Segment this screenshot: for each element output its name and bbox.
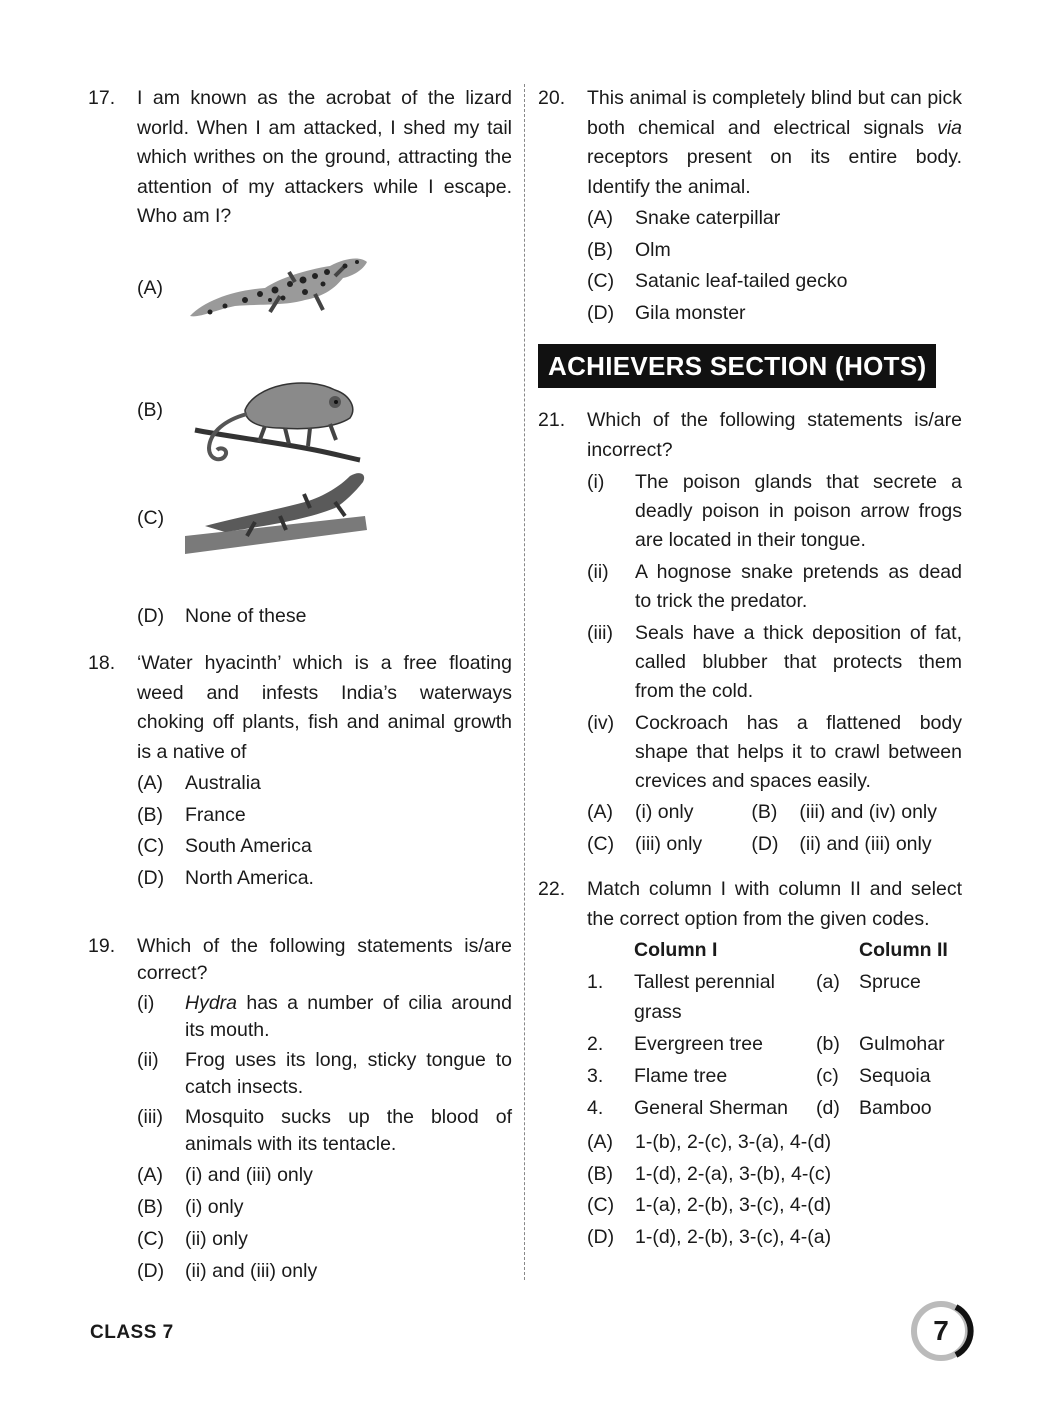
monitor-lizard-image (185, 466, 370, 558)
question-text: This animal is completely blind but can pick both chemical and electrical signals (587, 87, 962, 139)
question-text: Which of the following statements is/are incorrect? (587, 409, 962, 461)
question-number: 22. (538, 878, 566, 900)
statement-iv (587, 709, 962, 796)
question-number: 19. (88, 935, 116, 957)
row-column-1: Tallest perennial grass (634, 971, 775, 1023)
leopard-gecko-image (185, 248, 375, 328)
class-label: CLASS 7 (90, 1322, 174, 1343)
option-a[interactable] (137, 769, 512, 799)
option-d[interactable] (587, 299, 962, 329)
option-text: Australia (185, 772, 261, 794)
statement-label: (i) (137, 992, 155, 1014)
statement-text: has a number of cilia around its mouth. (185, 992, 512, 1041)
option-label: (B) (137, 398, 163, 421)
question-number: 17. (88, 87, 116, 109)
option-c[interactable] (137, 832, 512, 862)
option-a[interactable] (137, 1160, 512, 1190)
option-label: (A) (137, 276, 163, 299)
question-text-end: receptors present on its entire body. Identify the animal. (587, 146, 962, 198)
chameleon-image (185, 370, 365, 470)
option-b[interactable] (137, 1192, 512, 1222)
column-divider (524, 84, 525, 1280)
row-column-2: Spruce (859, 971, 921, 993)
question-text-italic: via (937, 116, 962, 139)
option-label: (B) (751, 801, 778, 823)
option-a[interactable] (587, 1128, 962, 1158)
statement-label: (i) (587, 471, 605, 493)
option-text: (iii) and (iv) only (799, 801, 938, 823)
statement-text: Frog uses its long, sticky tongue to catch insects. (185, 1049, 512, 1098)
row-letter: (c) (816, 1065, 839, 1087)
option-label: (A) (137, 1164, 163, 1186)
match-row (587, 1030, 962, 1062)
option-label: (D) (587, 1225, 615, 1248)
option-label: (B) (137, 1196, 163, 1218)
question-text: I am known as the acrobat of the lizard world. When I am attacked, I shed my tail which writhes on the ground, attracting the attention of my attackers while I escape. Who am I? (137, 87, 512, 227)
option-text: 1-(b), 2-(c), 3-(a), 4-(d) (635, 1131, 832, 1153)
option-label: (A) (137, 772, 163, 794)
question-21 (538, 406, 962, 859)
option-text: Olm (635, 238, 671, 261)
match-row (587, 1094, 962, 1126)
question-number: 21. (538, 409, 566, 431)
statement-italic: Hydra (185, 992, 238, 1014)
option-c[interactable] (587, 830, 751, 860)
option-label: (D) (587, 301, 615, 324)
statement-ii (587, 558, 962, 616)
section-title: ACHIEVERS SECTION (HOTS) (538, 344, 936, 388)
option-label: (B) (587, 1162, 613, 1185)
match-header (587, 936, 962, 968)
option-label: (D) (751, 832, 779, 855)
statement-text: Mosquito sucks up the blood of animals with its tentacle. (185, 1106, 512, 1155)
question-text: Which of the following statements is/are correct? (137, 935, 512, 984)
option-c[interactable] (587, 267, 962, 297)
option-d[interactable] (587, 1223, 962, 1253)
option-label: (D) (137, 866, 165, 889)
column-2-heading: Column II (859, 939, 948, 961)
option-text: France (185, 803, 246, 826)
match-row (587, 968, 962, 1030)
option-label: (A) (587, 207, 613, 229)
option-b[interactable] (137, 376, 512, 476)
option-label: (C) (137, 1228, 165, 1250)
option-text: (ii) only (185, 1228, 248, 1250)
option-c[interactable] (587, 1191, 962, 1221)
option-d[interactable] (751, 830, 962, 860)
question-18 (88, 649, 512, 893)
option-text: North America. (185, 866, 314, 889)
option-a[interactable] (137, 262, 512, 358)
option-text: 1-(a), 2-(b), 3-(c), 4-(d) (635, 1194, 832, 1216)
option-text: Gila monster (635, 301, 746, 324)
statement-text: Seals have a thick deposition of fat, called blubber that protects them from the cold. (635, 622, 962, 702)
row-column-2: Gulmohar (859, 1033, 945, 1055)
right-column (538, 84, 962, 1252)
statement-label: (iii) (587, 622, 613, 644)
option-text: None of these (185, 604, 307, 627)
row-column-1: Evergreen tree (634, 1033, 763, 1055)
option-text: 1-(d), 2-(a), 3-(b), 4-(c) (635, 1162, 832, 1185)
statement-label: (iv) (587, 712, 615, 734)
page-number: 7 (933, 1315, 949, 1346)
statement-iii (137, 1104, 512, 1158)
row-letter: (d) (816, 1097, 840, 1119)
statement-text: Cockroach has a flattened body shape that helps it to crawl between crevices and spaces easily. (635, 712, 962, 792)
question-17 (88, 84, 512, 631)
statement-i (587, 468, 962, 555)
row-letter: (a) (816, 971, 840, 993)
option-label: (A) (587, 1131, 613, 1153)
column-1-heading: Column I (634, 939, 718, 961)
option-d[interactable] (137, 864, 512, 894)
option-b[interactable] (137, 801, 512, 831)
option-label: (C) (587, 1194, 615, 1216)
statement-ii (137, 1047, 512, 1101)
option-b[interactable] (587, 236, 962, 266)
question-number: 18. (88, 652, 116, 674)
question-text: ‘Water hyacinth’ which is a free floating weed and infests India’s waterways choking off plants, fish and animal growth is a native of (137, 652, 512, 763)
option-text: (ii) and (iii) only (185, 1260, 318, 1282)
option-label: (C) (137, 506, 165, 529)
option-label: (C) (587, 270, 615, 292)
left-column (88, 84, 512, 1286)
statement-label: (iii) (137, 1106, 163, 1128)
question-20 (538, 84, 962, 328)
option-text: (i) and (iii) only (185, 1164, 313, 1186)
option-label: (D) (137, 1260, 165, 1282)
statement-label: (ii) (137, 1049, 159, 1071)
option-text: Satanic leaf-tailed gecko (635, 270, 848, 292)
option-text: South America (185, 835, 312, 857)
row-number: 2. (587, 1033, 604, 1055)
option-label: (C) (587, 832, 615, 855)
row-column-1: Flame tree (634, 1065, 728, 1087)
row-number: 1. (587, 971, 604, 993)
row-letter: (b) (816, 1033, 840, 1055)
question-22-options (538, 1128, 962, 1252)
row-number: 4. (587, 1097, 604, 1119)
row-column-2: Sequoia (859, 1065, 931, 1087)
row-column-1: General Sherman (634, 1097, 788, 1119)
question-number: 20. (538, 87, 566, 109)
option-a[interactable] (587, 798, 751, 828)
option-text: Snake caterpillar (635, 207, 781, 229)
statement-iii (587, 619, 962, 706)
statement-i (137, 990, 512, 1044)
option-label: (B) (587, 238, 613, 261)
statement-label: (ii) (587, 561, 609, 583)
option-b[interactable] (751, 798, 962, 828)
match-row (587, 1062, 962, 1094)
match-table (587, 936, 962, 1126)
option-d[interactable] (137, 602, 512, 632)
option-b[interactable] (587, 1160, 962, 1190)
option-label: (B) (137, 803, 163, 826)
statement-text: The poison glands that secrete a deadly poison in poison arrow frogs are located in their tongue. (635, 471, 962, 551)
option-text: (i) only (635, 801, 694, 823)
row-column-2: Bamboo (859, 1097, 932, 1119)
option-text: 1-(d), 2-(b), 3-(c), 4-(a) (635, 1225, 832, 1248)
statement-text: A hognose snake pretends as dead to trick the predator. (635, 561, 962, 612)
option-d[interactable] (137, 1256, 512, 1286)
option-label: (C) (137, 835, 165, 857)
question-text: Match column I with column II and select the correct option from the given codes. (587, 878, 962, 930)
option-text: (i) only (185, 1196, 244, 1218)
option-a[interactable] (587, 204, 962, 234)
option-c[interactable] (137, 496, 512, 596)
option-label: (D) (137, 604, 165, 627)
row-number: 3. (587, 1065, 604, 1087)
option-c[interactable] (137, 1224, 512, 1254)
question-19 (88, 933, 512, 1286)
option-text: (iii) only (635, 832, 703, 855)
question-22 (538, 875, 962, 934)
option-text: (ii) and (iii) only (799, 832, 932, 855)
option-label: (A) (587, 801, 613, 823)
